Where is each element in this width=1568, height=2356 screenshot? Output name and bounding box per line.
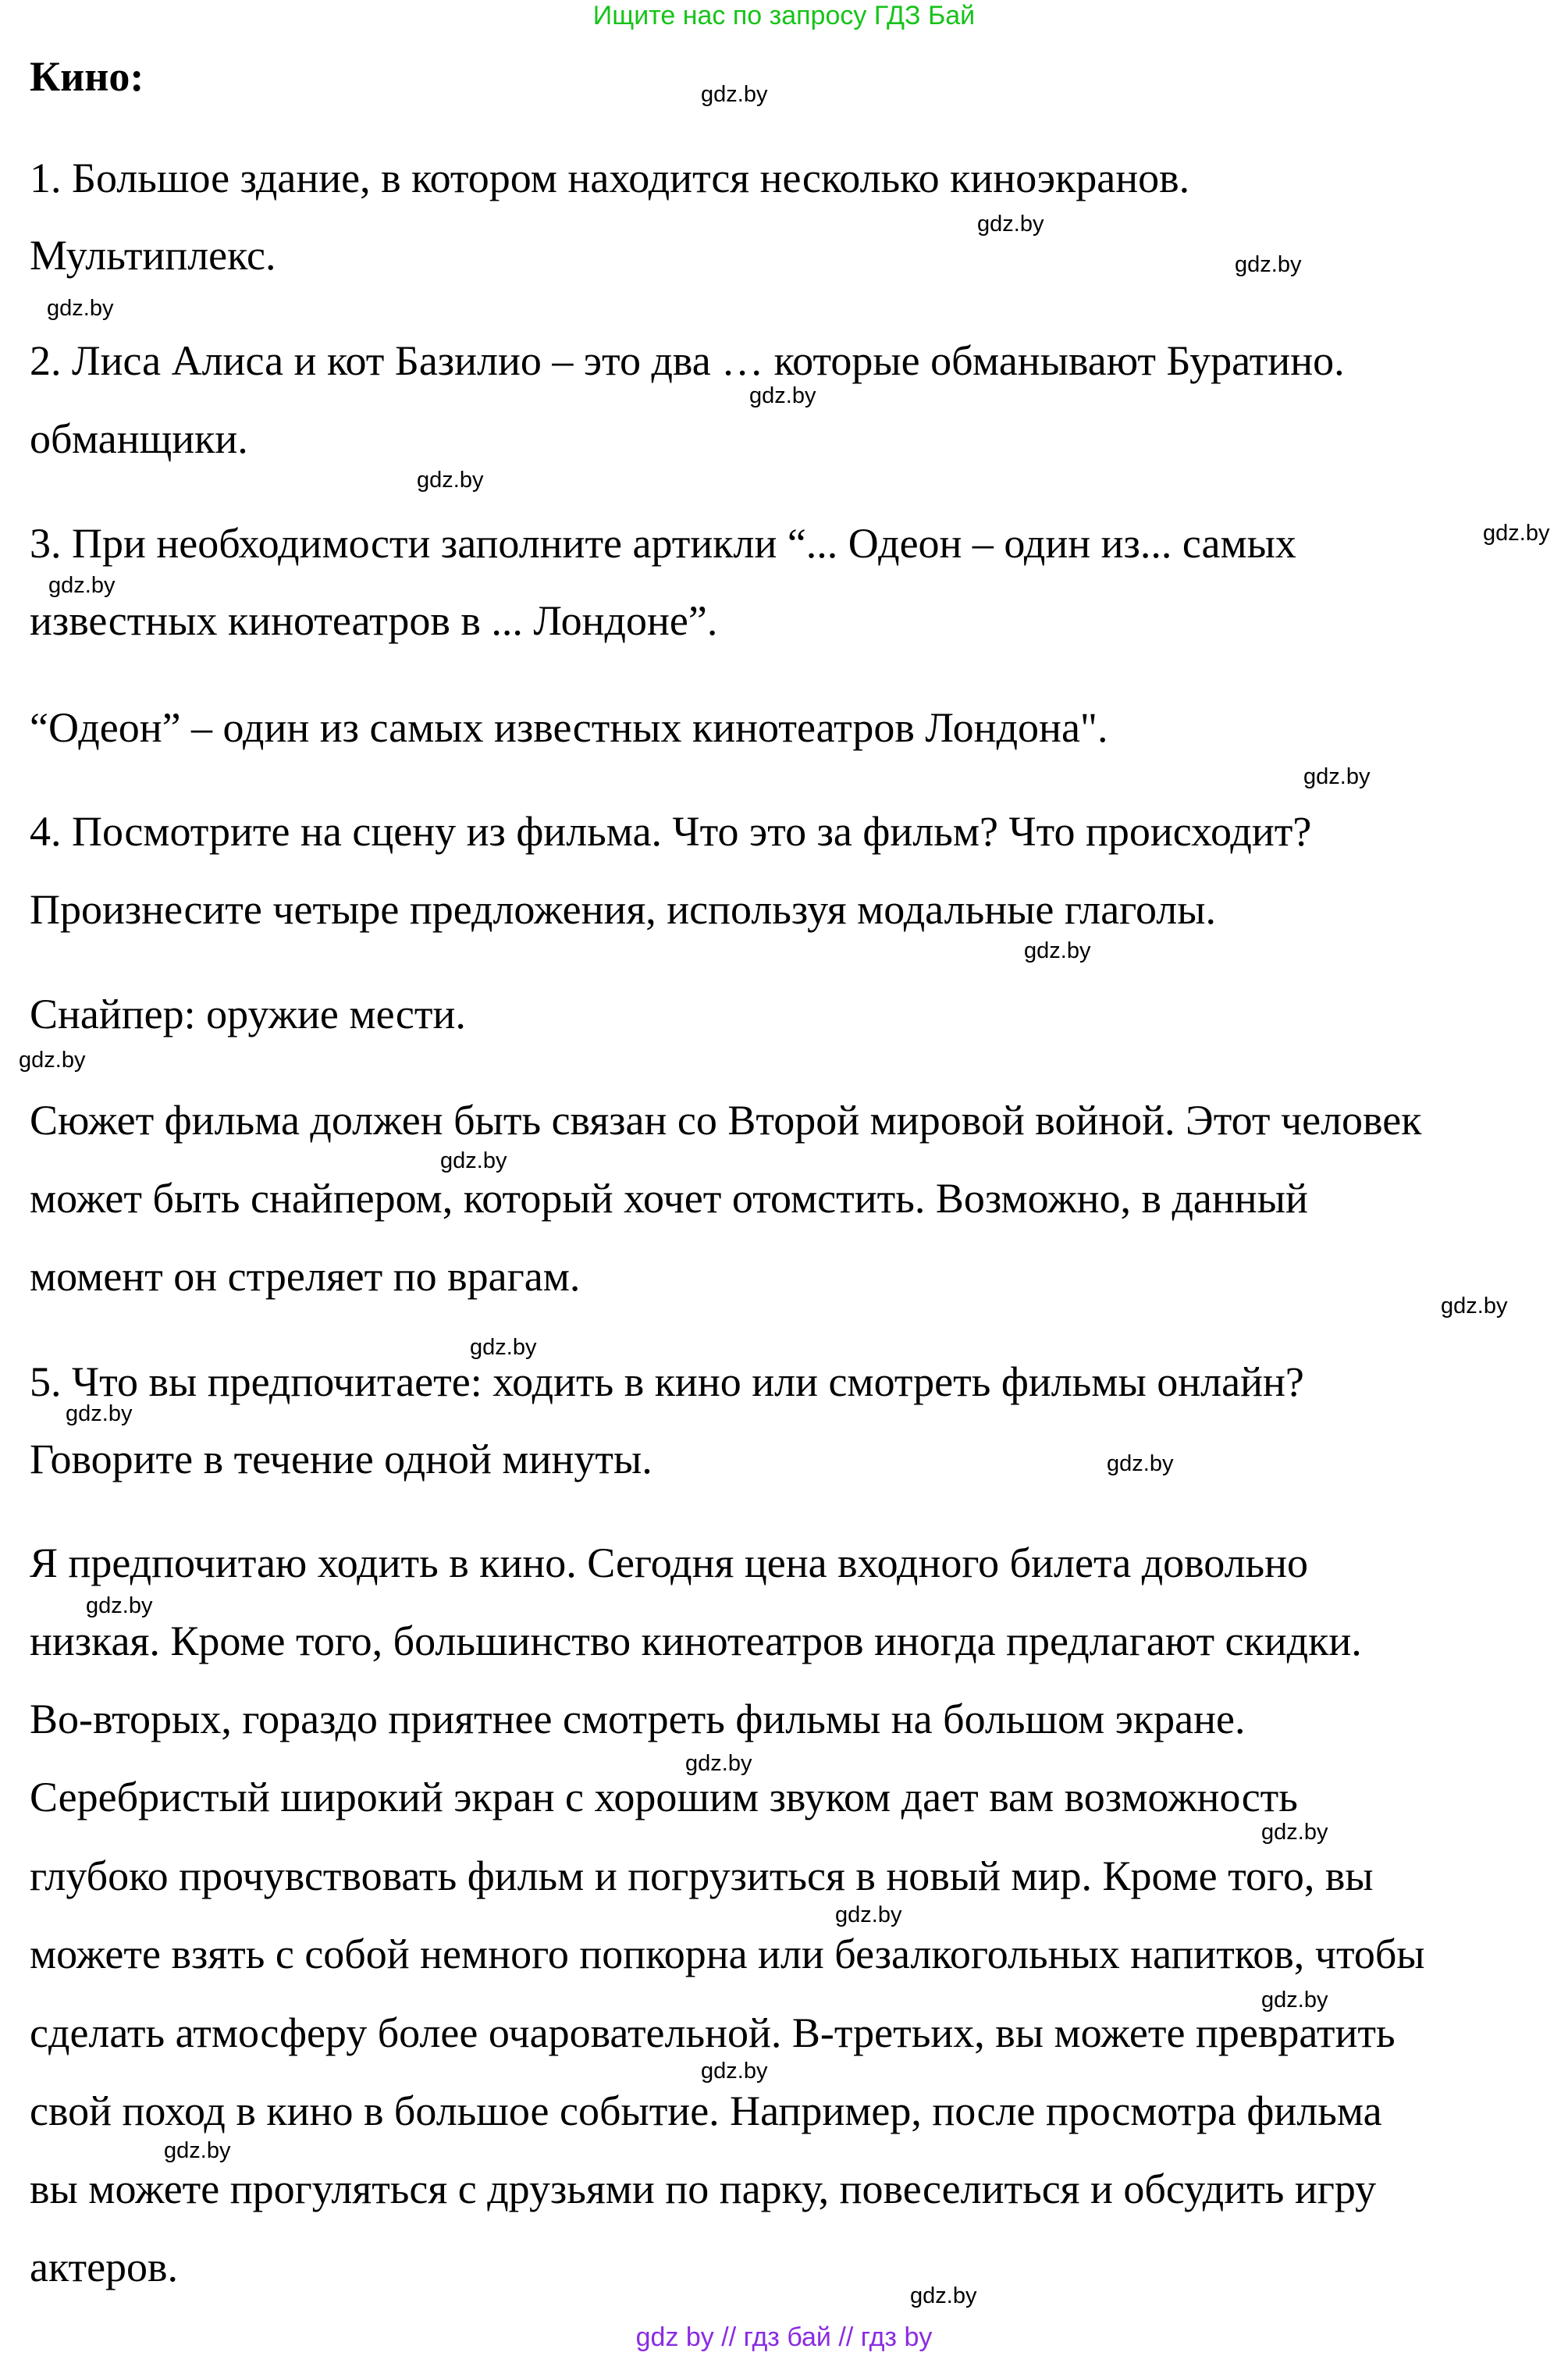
watermark: gdz.by [1235, 252, 1302, 277]
answer-4-line-1: Сюжет фильма должен быть связан со Второй мировой войной. Этот человек [30, 1097, 1422, 1144]
watermark: gdz.by [835, 1902, 902, 1927]
question-3-line-1: 3. При необходимости заполните артикли “... Одеон – один из... самых [30, 520, 1296, 567]
question-5-line-1: 5. Что вы предпочитаете: ходить в кино или смотреть фильмы онлайн? [30, 1358, 1304, 1405]
watermark: gdz.by [910, 2283, 977, 2308]
answer-5-line-8: свой поход в кино в большое событие. Например, после просмотра фильма [30, 2087, 1382, 2134]
answer-5-line-7: сделать атмосферу более очаровательной. В-третьих, вы можете превратить [30, 2009, 1396, 2056]
watermark: gdz.by [47, 296, 114, 321]
question-3-line-2: известных кинотеатров в ... Лондоне”. [30, 597, 718, 644]
watermark: gdz.by [164, 2138, 231, 2163]
answer-5-line-9: вы можете прогуляться с друзьями по парку, повеселиться и обсудить игру [30, 2166, 1377, 2212]
watermark: gdz.by [1107, 1451, 1174, 1476]
top-banner: Ищите нас по запросу ГДЗ Бай [592, 1, 976, 30]
answer-5-line-10: актеров. [30, 2244, 179, 2290]
watermark: gdz.by [440, 1148, 507, 1173]
question-5-line-2: Говорите в течение одной минуты. [30, 1436, 652, 1482]
answer-5-line-6: можете взять с собой немного попкорна или безалкогольных напитков, чтобы [30, 1931, 1425, 1977]
question-4-line-1: 4. Посмотрите на сцену из фильма. Что это за фильм? Что происходит? [30, 808, 1312, 855]
answer-5-line-2: низкая. Кроме того, большинство кинотеатров иногда предлагают скидки. [30, 1618, 1362, 1664]
answer-5-line-3: Во-вторых, гораздо приятнее смотреть фильмы на большом экране. [30, 1696, 1246, 1742]
answer-3: “Одеон” – один из самых известных кинотеатров Лондона". [30, 704, 1108, 751]
page-title: Кино: [30, 53, 144, 100]
answer-4-line-2: может быть снайпером, который хочет отомстить. Возможно, в данный [30, 1175, 1308, 1222]
watermark: gdz.by [470, 1335, 537, 1360]
watermark: gdz.by [86, 1593, 153, 1618]
watermark: gdz.by [66, 1401, 133, 1426]
answer-4-title: Снайпер: оружие мести. [30, 991, 466, 1037]
answer-1: Мультиплекс. [30, 232, 276, 279]
answer-4-line-3: момент он стреляет по врагам. [30, 1253, 581, 1300]
watermark: gdz.by [749, 383, 816, 408]
watermark: gdz.by [1024, 938, 1091, 963]
watermark: gdz.by [417, 468, 484, 493]
watermark: gdz.by [1441, 1294, 1508, 1319]
answer-2: обманщики. [30, 415, 248, 462]
watermark: gdz.by [1261, 1820, 1328, 1845]
question-1: 1. Большое здание, в котором находится несколько киноэкранов. [30, 155, 1190, 201]
watermark: gdz.by [1261, 1988, 1328, 2013]
answer-5-line-1: Я предпочитаю ходить в кино. Сегодня цена входного билета довольно [30, 1539, 1309, 1586]
watermark: gdz.by [1483, 521, 1550, 546]
question-2: 2. Лиса Алиса и кот Базилио – это два … которые обманывают Буратино. [30, 337, 1345, 384]
question-4-line-2: Произнесите четыре предложения, используя модальные глаголы. [30, 886, 1216, 933]
watermark: gdz.by [701, 2059, 768, 2084]
footer-links[interactable]: gdz by // гдз бай // гдз by [635, 2322, 933, 2352]
watermark: gdz.by [685, 1751, 752, 1776]
watermark: gdz.by [701, 82, 768, 107]
watermark: gdz.by [48, 573, 116, 598]
watermark: gdz.by [1303, 764, 1371, 789]
watermark: gdz.by [19, 1048, 86, 1073]
answer-5-line-4: Серебристый широкий экран с хорошим звуком дает вам возможность [30, 1774, 1298, 1820]
watermark: gdz.by [977, 212, 1044, 237]
answer-5-line-5: глубоко прочувствовать фильм и погрузиться в новый мир. Кроме того, вы [30, 1852, 1374, 1899]
